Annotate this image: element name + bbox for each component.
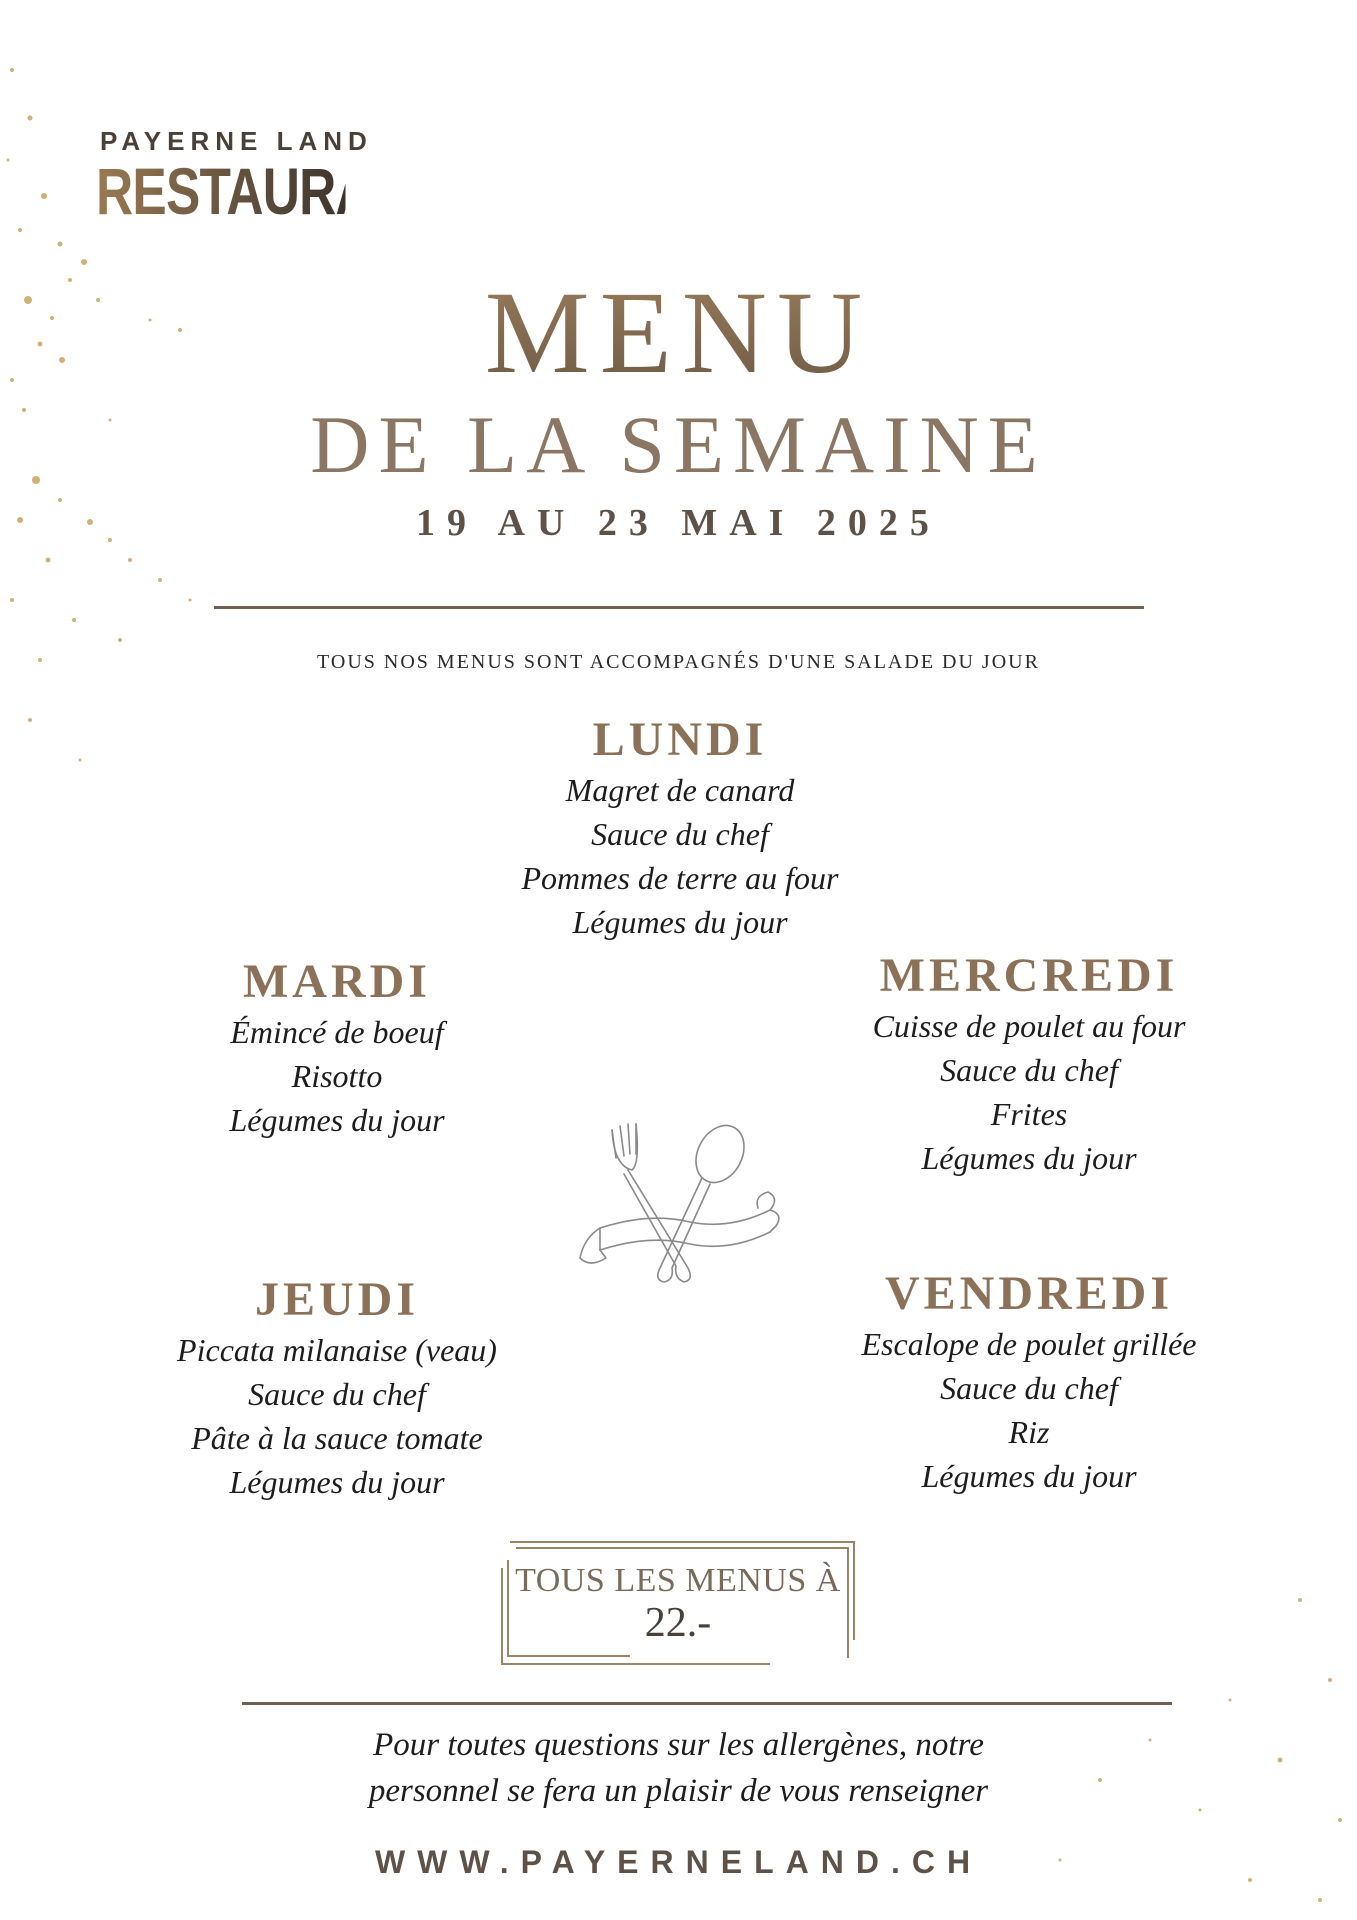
allergen-line-2: personnel se fera un plaisir de vous renseigner	[368, 1773, 989, 1809]
day-vendredi	[799, 1266, 1259, 1498]
page-subtitle: DE LA SEMAINE	[310, 399, 1047, 490]
page-title: MENU	[0, 268, 1357, 398]
bottom-divider	[242, 1702, 1172, 1705]
day-mardi	[107, 954, 567, 1142]
dish: Cuisse de poulet au four	[872, 1008, 1186, 1044]
price-value: 22.-	[644, 1600, 712, 1646]
website-link[interactable]: WWW.PAYERNELAND.CH	[374, 1844, 983, 1880]
logo-main-text: RESTAURANT	[96, 154, 440, 228]
dish: Riz	[1008, 1414, 1050, 1450]
dish: Escalope de poulet grillée	[861, 1326, 1197, 1362]
day-jeudi	[107, 1272, 567, 1504]
dish: Sauce du chef	[940, 1370, 1118, 1406]
week-dates: 19 AU 23 MAI 2025	[416, 502, 941, 544]
dish: Sauce du chef	[940, 1052, 1118, 1088]
day-lundi	[450, 712, 910, 944]
day-mercredi	[799, 948, 1259, 1180]
day-name: MERCREDI	[879, 949, 1179, 1002]
price-box	[500, 1540, 856, 1666]
day-name: VENDREDI	[884, 1267, 1174, 1320]
dish: Légumes du jour	[229, 1464, 445, 1500]
day-name: JEUDI	[254, 1273, 420, 1326]
restaurant-logo	[96, 126, 440, 228]
day-name: LUNDI	[592, 713, 768, 766]
dish: Risotto	[291, 1058, 383, 1094]
cutlery-ribbon-icon	[570, 1118, 790, 1298]
price-label: TOUS LES MENUS À	[515, 1562, 841, 1599]
dish: Magret de canard	[565, 772, 795, 808]
day-name: MARDI	[243, 955, 431, 1008]
dish: Sauce du chef	[591, 816, 769, 852]
dish: Légumes du jour	[572, 904, 788, 940]
dish: Pâte à la sauce tomate	[191, 1420, 483, 1456]
top-divider	[214, 606, 1144, 609]
logo-top-text: PAYERNE LAND	[100, 126, 373, 156]
dish: Frites	[990, 1096, 1068, 1132]
dish: Sauce du chef	[248, 1376, 426, 1412]
dish: Émincé de boeuf	[230, 1014, 444, 1050]
allergen-note	[0, 1722, 1357, 1814]
dish: Légumes du jour	[229, 1102, 445, 1138]
dish: Légumes du jour	[921, 1140, 1137, 1176]
allergen-line-1: Pour toutes questions sur les allergènes, notre	[373, 1727, 984, 1763]
dish: Piccata milanaise (veau)	[177, 1332, 497, 1368]
salad-note: TOUS NOS MENUS SONT ACCOMPAGNÉS D'UNE SALADE DU JOUR	[317, 651, 1040, 673]
dish: Légumes du jour	[921, 1458, 1137, 1494]
dish: Pommes de terre au four	[521, 860, 839, 896]
